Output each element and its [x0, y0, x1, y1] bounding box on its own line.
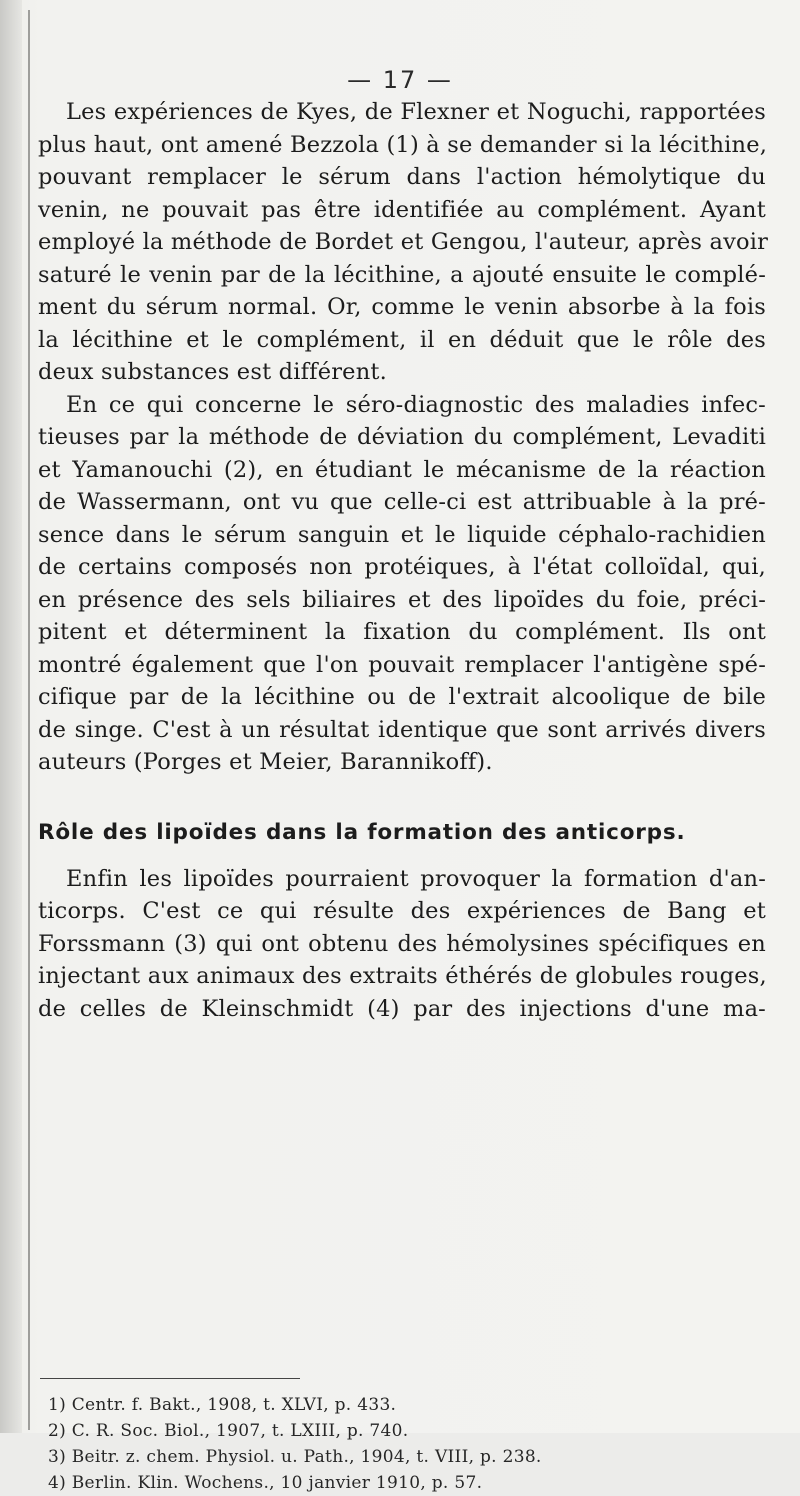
page-gutter-shadow — [0, 0, 22, 1433]
text-line: et Yamanouchi (2), en étudiant le mécanisme de la réaction — [38, 456, 766, 483]
text-line: en présence des sels biliaires et des lipoïdes du foie, préci- — [38, 586, 766, 613]
text-line: cifique par de la lécithine ou de l'extrait alcoolique de bile — [38, 684, 766, 710]
footnote-1: 1) Centr. f. Bakt., 1908, t. XLVI, p. 433. — [48, 1395, 397, 1415]
text-line: Les expériences de Kyes, de Flexner et Noguchi, rapportées — [66, 99, 766, 125]
text-line: de Wassermann, ont vu que celle-ci est attribuable à la pré- — [38, 489, 766, 515]
text-line: venin, ne pouvait pas être identifiée au complément. Ayant — [38, 196, 766, 223]
footnote-4: 4) Berlin. Klin. Wochens., 10 janvier 1910, p. 57. — [48, 1473, 483, 1493]
text-line: deux substances est différent. — [38, 359, 387, 385]
text-line: de certains composés non protéiques, à l'état colloïdal, qui, — [38, 554, 766, 580]
text-line: ment du sérum normal. Or, comme le venin absorbe à la fois — [38, 294, 766, 320]
paragraph-1 — [38, 96, 769, 389]
text-line: de celles de Kleinschmidt (4) par des injections d'une ma- — [38, 995, 766, 1022]
text-line: tieuses par la méthode de déviation du complément, Levaditi — [38, 424, 766, 450]
footnote-divider — [40, 1378, 300, 1379]
text-line: Forssmann (3) qui ont obtenu des hémolysines spécifiques en — [38, 930, 766, 957]
text-line: saturé le venin par de la lécithine, a ajouté ensuite le complé- — [38, 261, 766, 288]
text-line: la lécithine et le complément, il en déduit que le rôle des — [38, 326, 766, 353]
paragraph-2 — [38, 389, 766, 779]
page-number: — 17 — — [347, 66, 453, 94]
text-line: pitent et déterminent la fixation du complément. Ils ont — [38, 619, 766, 645]
text-line: montré également que l'on pouvait remplacer l'antigène spé- — [38, 651, 766, 678]
paragraph-3 — [38, 863, 766, 1026]
text-line: En ce qui concerne le séro-diagnostic des maladies infec- — [66, 391, 766, 418]
text-line: ticorps. C'est ce qui résulte des expériences de Bang et — [38, 898, 766, 924]
footnotes — [48, 1392, 748, 1496]
text-line: Enfin les lipoïdes pourraient provoquer la formation d'an- — [66, 865, 766, 892]
text-line: plus haut, ont amené Bezzola (1) à se demander si la lécithine, — [38, 131, 768, 158]
binding-edge — [28, 10, 30, 1430]
section-heading: Rôle des lipoïdes dans la formation des anticorps. — [38, 819, 686, 845]
footnote-3: 3) Beitr. z. chem. Physiol. u. Path., 1904, t. VIII, p. 238. — [48, 1447, 542, 1467]
text-line: injectant aux animaux des extraits éthérés de globules rouges, — [38, 963, 767, 989]
body-text — [38, 96, 769, 1025]
text-line: sence dans le sérum sanguin et le liquide céphalo-rachidien — [38, 521, 766, 548]
text-line: auteurs (Porges et Meier, Barannikoff). — [38, 749, 493, 775]
text-line: employé la méthode de Bordet et Gengou, l'auteur, après avoir — [38, 229, 769, 255]
text-line: de singe. C'est à un résultat identique que sont arrivés divers — [38, 716, 766, 743]
footnote-2: 2) C. R. Soc. Biol., 1907, t. LXIII, p. 740. — [48, 1421, 409, 1441]
text-line: pouvant remplacer le sérum dans l'action hémolytique du — [38, 164, 766, 190]
section-spacer — [38, 779, 766, 815]
